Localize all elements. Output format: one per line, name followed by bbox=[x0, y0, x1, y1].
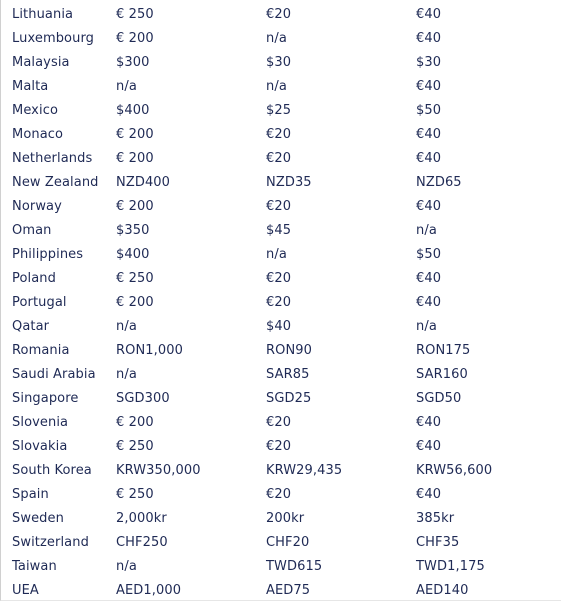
value-cell-1: NZD400 bbox=[116, 175, 171, 190]
value-cell-2: €20 bbox=[266, 127, 292, 142]
value-cell-1: € 200 bbox=[116, 199, 154, 214]
value-cell-3: €40 bbox=[416, 127, 442, 142]
country-cell: Switzerland bbox=[12, 535, 89, 550]
value-cell-1: € 200 bbox=[116, 295, 154, 310]
value-cell-1: $300 bbox=[116, 55, 150, 70]
value-cell-1: RON1,000 bbox=[116, 343, 184, 358]
value-cell-3: $50 bbox=[416, 247, 442, 262]
value-cell-2: n/a bbox=[266, 247, 287, 262]
table-row bbox=[1, 315, 561, 339]
value-cell-3: €40 bbox=[416, 487, 442, 502]
value-cell-1: 2,000kr bbox=[116, 511, 167, 526]
country-cell: Romania bbox=[12, 343, 70, 358]
value-cell-3: SAR160 bbox=[416, 367, 468, 382]
country-cell: Poland bbox=[12, 271, 56, 286]
value-cell-2: €20 bbox=[266, 151, 292, 166]
value-cell-1: € 200 bbox=[116, 31, 154, 46]
country-cell: Luxembourg bbox=[12, 31, 95, 46]
value-cell-3: €40 bbox=[416, 151, 442, 166]
country-cell: Malta bbox=[12, 79, 49, 94]
value-cell-1: AED1,000 bbox=[116, 583, 182, 598]
value-cell-3: SGD50 bbox=[416, 391, 462, 406]
value-cell-3: TWD1,175 bbox=[416, 559, 485, 574]
value-cell-2: €20 bbox=[266, 271, 292, 286]
country-cell: Norway bbox=[12, 199, 62, 214]
value-cell-2: n/a bbox=[266, 79, 287, 94]
country-cell: Taiwan bbox=[12, 559, 57, 574]
country-cell: Malaysia bbox=[12, 55, 70, 70]
country-cell: Monaco bbox=[12, 127, 64, 142]
value-cell-1: n/a bbox=[116, 79, 137, 94]
value-cell-2: €20 bbox=[266, 295, 292, 310]
value-cell-2: $30 bbox=[266, 55, 292, 70]
table-row bbox=[1, 459, 561, 483]
value-cell-3: €40 bbox=[416, 7, 442, 22]
value-cell-2: SGD25 bbox=[266, 391, 312, 406]
value-cell-2: €20 bbox=[266, 487, 292, 502]
value-cell-2: TWD615 bbox=[266, 559, 323, 574]
table-row bbox=[1, 195, 561, 219]
table-row bbox=[1, 267, 561, 291]
value-cell-2: CHF20 bbox=[266, 535, 310, 550]
table-row bbox=[1, 291, 561, 315]
table-row bbox=[1, 243, 561, 267]
value-cell-2: $25 bbox=[266, 103, 292, 118]
country-cell: New Zealand bbox=[12, 175, 99, 190]
value-cell-3: 385kr bbox=[416, 511, 455, 526]
value-cell-1: € 250 bbox=[116, 439, 154, 454]
table-row bbox=[1, 51, 561, 75]
value-cell-2: €20 bbox=[266, 199, 292, 214]
value-cell-3: n/a bbox=[416, 319, 437, 334]
table-row bbox=[1, 99, 561, 123]
value-cell-1: € 200 bbox=[116, 151, 154, 166]
country-cell: Sweden bbox=[12, 511, 64, 526]
value-cell-1: € 250 bbox=[116, 271, 154, 286]
value-cell-3: €40 bbox=[416, 199, 442, 214]
value-cell-1: KRW350,000 bbox=[116, 463, 201, 478]
table-row bbox=[1, 531, 561, 555]
value-cell-3: CHF35 bbox=[416, 535, 460, 550]
country-cell: Singapore bbox=[12, 391, 79, 406]
value-cell-1: n/a bbox=[116, 319, 137, 334]
value-cell-3: €40 bbox=[416, 271, 442, 286]
table-row bbox=[1, 507, 561, 531]
value-cell-1: € 200 bbox=[116, 415, 154, 430]
value-cell-2: KRW29,435 bbox=[266, 463, 343, 478]
value-cell-3: KRW56,600 bbox=[416, 463, 493, 478]
table-row bbox=[1, 435, 561, 459]
table-row bbox=[1, 483, 561, 507]
value-cell-1: $400 bbox=[116, 247, 150, 262]
country-cell: Mexico bbox=[12, 103, 58, 118]
value-cell-2: $40 bbox=[266, 319, 292, 334]
value-cell-2: €20 bbox=[266, 415, 292, 430]
table-row bbox=[1, 339, 561, 363]
table-row bbox=[1, 363, 561, 387]
country-cell: Lithuania bbox=[12, 7, 74, 22]
value-cell-1: n/a bbox=[116, 559, 137, 574]
value-cell-3: NZD65 bbox=[416, 175, 462, 190]
value-cell-1: SGD300 bbox=[116, 391, 170, 406]
table-row bbox=[1, 387, 561, 411]
country-cell: Oman bbox=[12, 223, 52, 238]
value-cell-2: RON90 bbox=[266, 343, 313, 358]
value-cell-3: $50 bbox=[416, 103, 442, 118]
value-cell-1: $350 bbox=[116, 223, 150, 238]
country-cell: Slovakia bbox=[12, 439, 68, 454]
value-cell-1: n/a bbox=[116, 367, 137, 382]
value-cell-3: €40 bbox=[416, 415, 442, 430]
table-row bbox=[1, 27, 561, 51]
country-cell: Portugal bbox=[12, 295, 67, 310]
country-cell: Qatar bbox=[12, 319, 50, 334]
country-cell: Philippines bbox=[12, 247, 84, 262]
value-cell-2: €20 bbox=[266, 439, 292, 454]
value-cell-2: NZD35 bbox=[266, 175, 312, 190]
value-cell-3: €40 bbox=[416, 31, 442, 46]
table-row bbox=[1, 555, 561, 579]
table-row bbox=[1, 75, 561, 99]
country-cell: Spain bbox=[12, 487, 49, 502]
country-cell: UEA bbox=[12, 583, 39, 598]
value-cell-1: $400 bbox=[116, 103, 150, 118]
value-cell-3: €40 bbox=[416, 439, 442, 454]
country-cell: South Korea bbox=[12, 463, 92, 478]
table-row bbox=[1, 411, 561, 435]
table-row bbox=[1, 147, 561, 171]
value-cell-3: RON175 bbox=[416, 343, 471, 358]
value-cell-2: SAR85 bbox=[266, 367, 310, 382]
table-row bbox=[1, 579, 561, 603]
table-row bbox=[1, 123, 561, 147]
value-cell-3: $30 bbox=[416, 55, 442, 70]
value-cell-3: n/a bbox=[416, 223, 437, 238]
country-cell: Saudi Arabia bbox=[12, 367, 96, 382]
country-cell: Slovenia bbox=[12, 415, 69, 430]
country-cell: Netherlands bbox=[12, 151, 93, 166]
value-cell-1: € 200 bbox=[116, 127, 154, 142]
value-cell-1: € 250 bbox=[116, 7, 154, 22]
value-cell-2: 200kr bbox=[266, 511, 305, 526]
value-cell-1: € 250 bbox=[116, 487, 154, 502]
value-cell-3: €40 bbox=[416, 295, 442, 310]
value-cell-2: n/a bbox=[266, 31, 287, 46]
value-cell-2: $45 bbox=[266, 223, 292, 238]
value-cell-3: AED140 bbox=[416, 583, 469, 598]
table-row bbox=[1, 171, 561, 195]
value-cell-2: €20 bbox=[266, 7, 292, 22]
value-cell-1: CHF250 bbox=[116, 535, 168, 550]
value-cell-3: €40 bbox=[416, 79, 442, 94]
value-cell-2: AED75 bbox=[266, 583, 311, 598]
table-row bbox=[1, 219, 561, 243]
table-row bbox=[1, 3, 561, 27]
